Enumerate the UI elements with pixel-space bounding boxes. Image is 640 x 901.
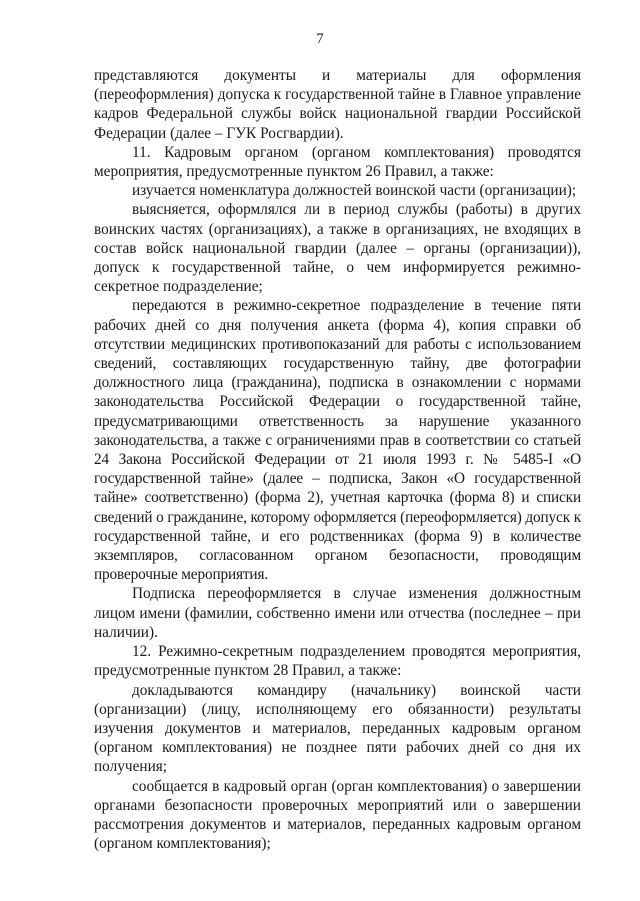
paragraph-subscription-reissue: Подписка переоформляется в случае изменения должностным лицом имени (фамилии, собственно имени или отчества (последнее – при наличии). (94, 585, 581, 641)
paragraph-notification: сообщается в кадровый орган (орган комплектования) о завершении органами безопасности проверочных мероприятий или о завершении рассмотрения документов и материалов, переданных кадровым органом (органом комплектования); (94, 777, 581, 853)
paragraph-documents-transfer: передаются в режимно-секретное подразделение в течение пяти рабочих дней со дня получения анкета (форма 4), копия справки об отсутствии медицинских противопоказаний для работы с использованием сведений, составляющих государственную тайну, две фотографии должностного лица (гражданина), подписка в ознакомлении с нормами законодательства Российской Федерации о государственной тайне, предусматривающими ответственность за нарушение указанного законодательства, а также с ограничениями прав в соответствии со статьей 24 Закона Российской Федерации от 21 июля 1993 г. № 5485-I «О государственной тайне» (далее – подписка, Закон «О государственной тайне» соответственно) (форма 2), учетная карточка (форма 8) и списки сведений о гражданине, которому оформляется (переоформляется) допуск к государственной тайне, и его родственниках (форма 9) в количестве экземпляров, согласованном органом безопасности, проводящим проверочные мероприятия. (94, 297, 581, 584)
document-body (94, 66, 581, 853)
page-number: 7 (316, 31, 324, 47)
paragraph-item-11: 11. Кадровым органом (органом комплектования) проводятся мероприятия, предусмотренные пунктом 26 Правил, а также: (94, 143, 581, 181)
paragraph-item-12: 12. Режимно-секретным подразделением проводятся мероприятия, предусмотренные пунктом 28 Правил, а также: (94, 643, 581, 680)
paragraph-clarification: выясняется, оформлялся ли в период службы (работы) в других воинских частях (организациях), а также в организациях, не входящих в состав войск национальной гвардии (далее – органы (организации)), допуск к государственной тайне, о чем информируется режимно-секретное подразделение; (94, 201, 581, 296)
paragraph-nomenclature: изучается номенклатура должностей воинской части (организации); (132, 182, 577, 200)
paragraph-report: докладываются командиру (начальнику) воинской части (организации) (лицу, исполняющему его обязанности) результаты изучения документов и материалов, переданных кадровым органом (органом комплектования) не позднее пяти рабочих дней со дня их получения; (94, 681, 581, 776)
paragraph-continuation: представляются документы и материалы для оформления (переоформления) допуска к государственной тайне в Главное управление кадров Федеральной службы войск национальной гвардии Российской Федерации (далее – ГУК Росгвардии). (94, 67, 581, 142)
